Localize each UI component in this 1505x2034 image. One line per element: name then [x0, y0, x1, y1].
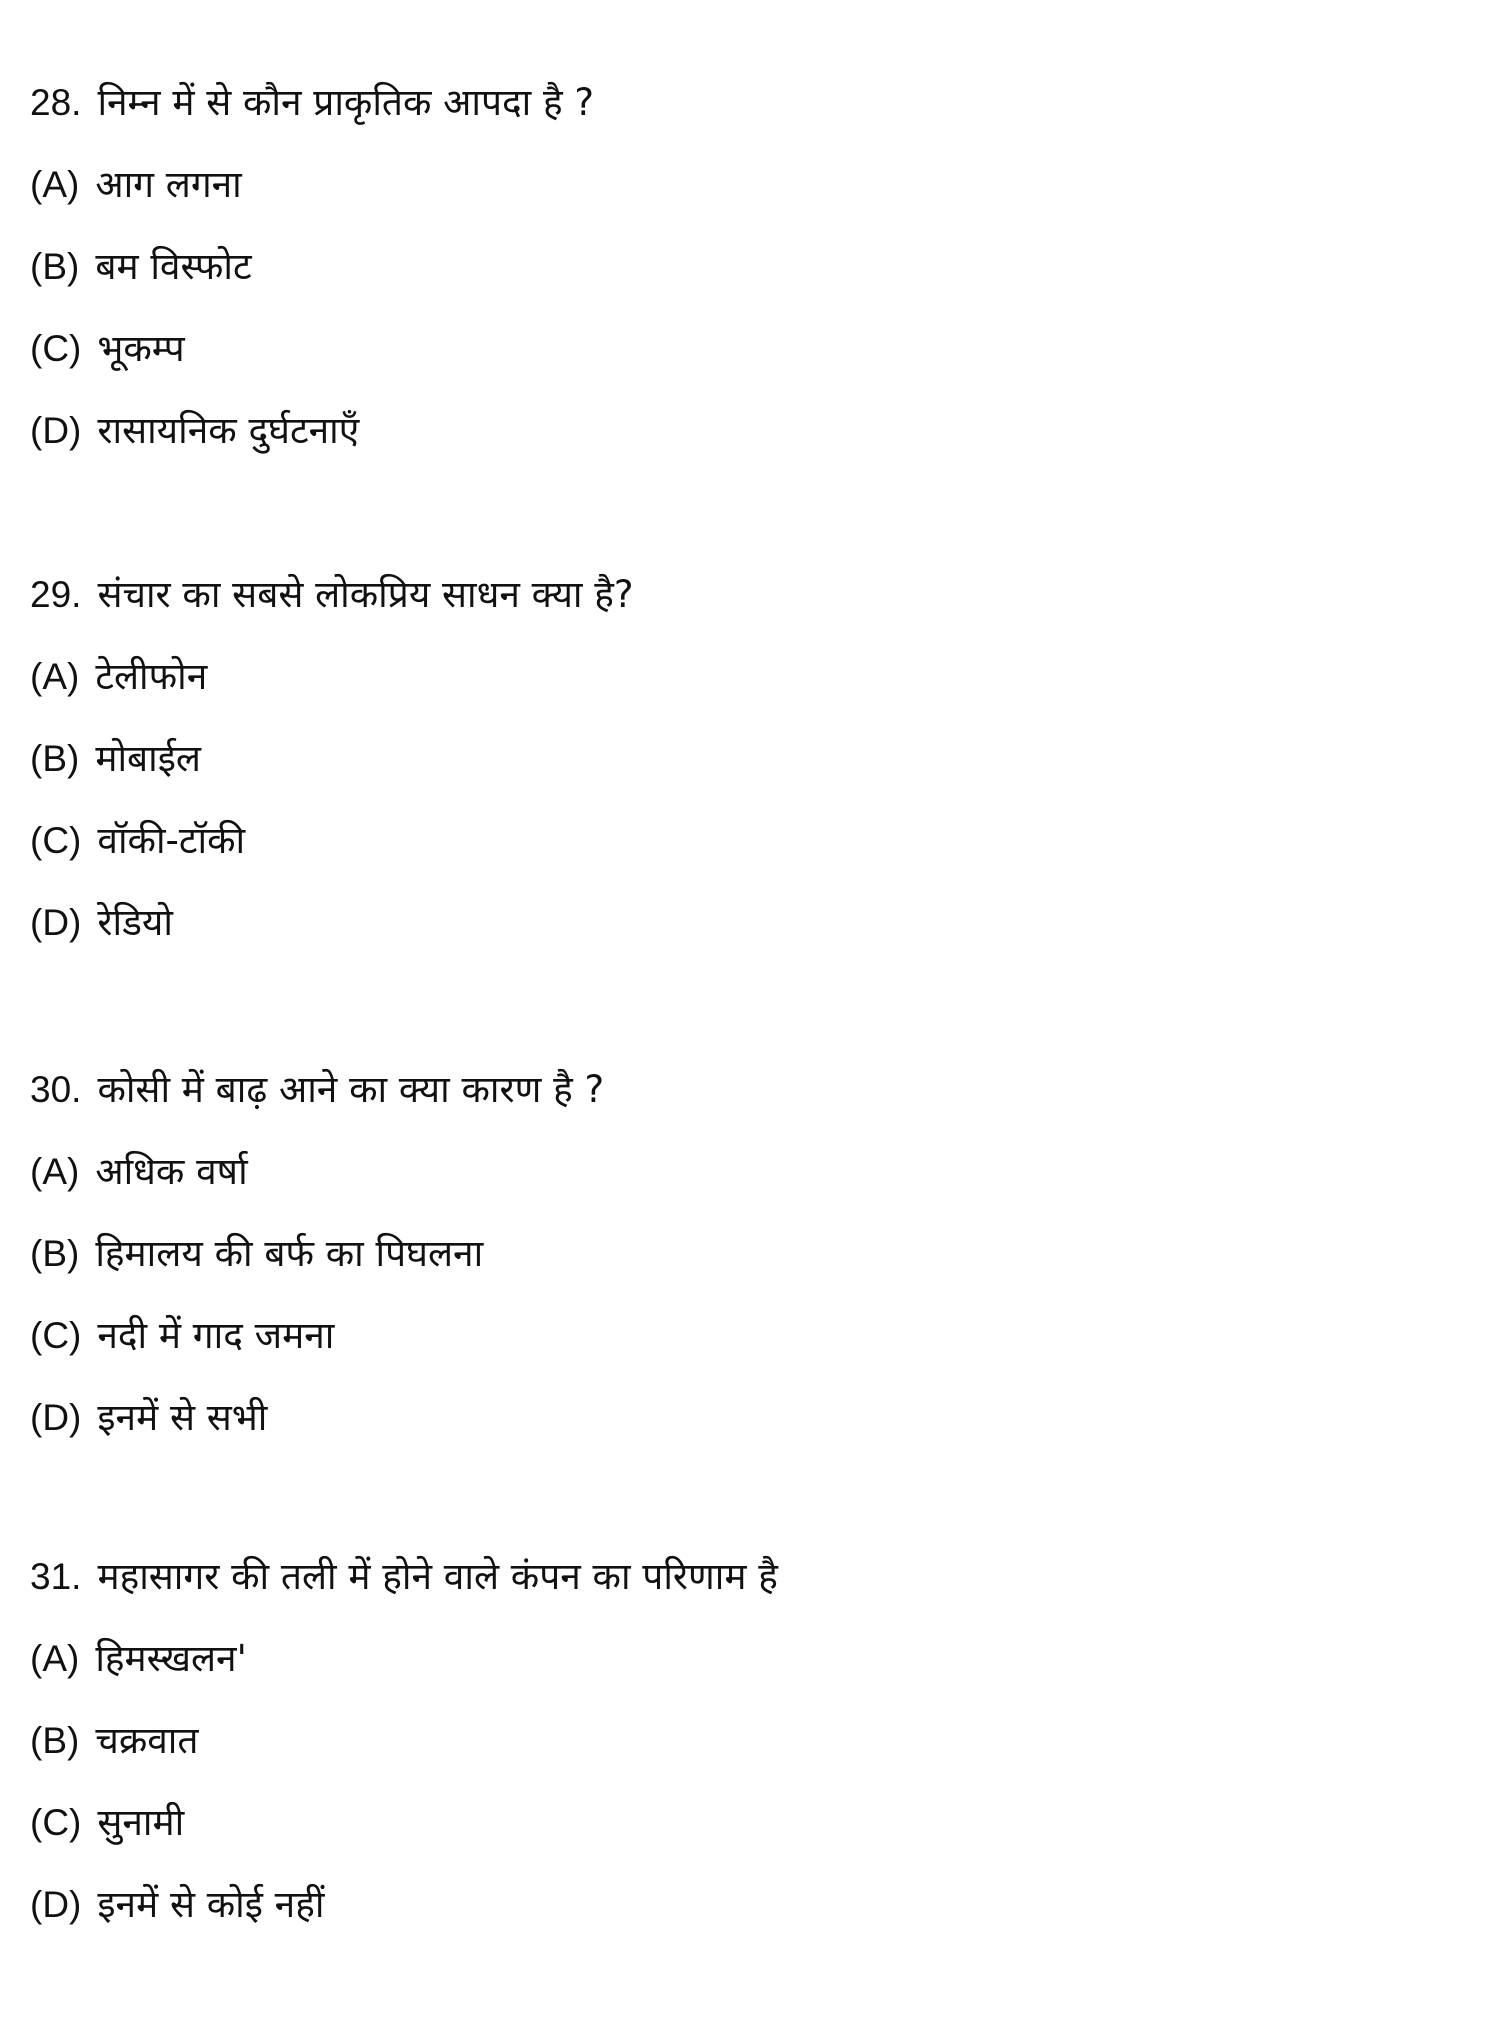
option-c	[30, 1798, 1470, 1880]
option-text: मोबाईल	[95, 737, 201, 780]
option-label: (A)	[30, 1151, 80, 1192]
option-text: नदी में गाद जमना	[97, 1314, 335, 1357]
question-text	[30, 1552, 1470, 1634]
option-text: बम विस्फोट	[95, 245, 252, 288]
option-text: भूकम्प	[97, 327, 185, 370]
option-label: (D)	[30, 1397, 82, 1438]
question-29	[30, 570, 1470, 980]
option-text: टेलीफोन	[95, 655, 208, 698]
question-stem: महासागर की तली में होने वाले कंपन का परिणाम है	[97, 1555, 778, 1598]
option-label: (B)	[30, 246, 80, 287]
option-a	[30, 1634, 1470, 1716]
option-b	[30, 734, 1470, 816]
option-label: (D)	[30, 902, 82, 943]
question-30	[30, 1065, 1470, 1475]
question-31	[30, 1552, 1470, 1962]
option-c	[30, 324, 1470, 406]
question-stem: कोसी में बाढ़ आने का क्या कारण है ?	[97, 1068, 605, 1111]
option-label: (C)	[30, 1802, 82, 1843]
option-text: इनमें से सभी	[97, 1396, 268, 1439]
option-d	[30, 406, 1470, 488]
question-stem: संचार का सबसे लोकप्रिय साधन क्या है?	[97, 573, 634, 616]
option-b	[30, 1716, 1470, 1798]
question-28	[30, 78, 1470, 488]
option-d	[30, 898, 1470, 980]
option-text: हिमालय की बर्फ का पिघलना	[95, 1232, 484, 1275]
option-d	[30, 1393, 1470, 1475]
option-text: रासायनिक दुर्घटनाएँ	[97, 409, 360, 452]
option-label: (B)	[30, 1233, 80, 1274]
option-b	[30, 1229, 1470, 1311]
option-label: (B)	[30, 738, 80, 779]
question-text	[30, 1065, 1470, 1147]
question-number: 31.	[30, 1556, 82, 1597]
option-label: (B)	[30, 1720, 80, 1761]
question-number: 29.	[30, 574, 82, 615]
question-stem: निम्न में से कौन प्राकृतिक आपदा है ?	[97, 81, 595, 124]
option-a	[30, 160, 1470, 242]
option-label: (D)	[30, 1884, 82, 1925]
question-text	[30, 570, 1470, 652]
option-label: (C)	[30, 1315, 82, 1356]
option-text: आग लगना	[95, 163, 242, 206]
option-a	[30, 1147, 1470, 1229]
option-c	[30, 816, 1470, 898]
option-b	[30, 242, 1470, 324]
question-text	[30, 78, 1470, 160]
option-d	[30, 1880, 1470, 1962]
option-label: (C)	[30, 328, 82, 369]
question-number: 30.	[30, 1069, 82, 1110]
option-text: सुनामी	[97, 1801, 185, 1844]
option-label: (A)	[30, 164, 80, 205]
option-text: वॉकी-टॉकी	[97, 819, 246, 862]
option-text: चक्रवात	[95, 1719, 199, 1762]
option-text: इनमें से कोई नहीं	[97, 1883, 325, 1926]
option-c	[30, 1311, 1470, 1393]
option-label: (A)	[30, 656, 80, 697]
option-text: हिमस्खलन'	[95, 1637, 247, 1680]
option-label: (A)	[30, 1638, 80, 1679]
question-number: 28.	[30, 82, 82, 123]
option-text: रेडियो	[97, 901, 173, 944]
option-label: (C)	[30, 820, 82, 861]
option-a	[30, 652, 1470, 734]
option-text: अधिक वर्षा	[95, 1150, 248, 1193]
option-label: (D)	[30, 410, 82, 451]
